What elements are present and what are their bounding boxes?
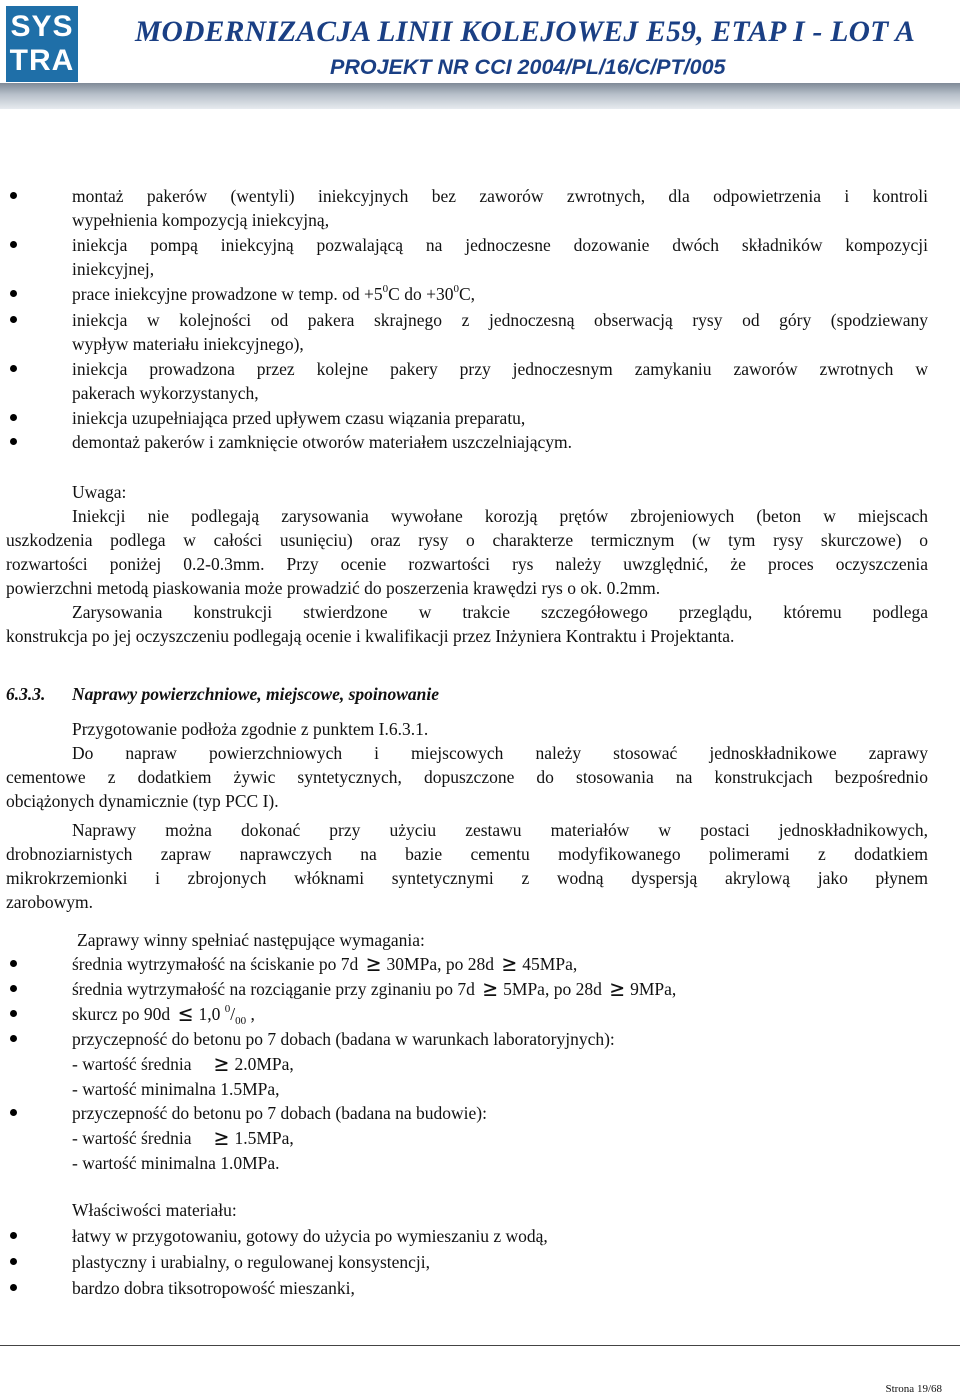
- bullet-icon: [10, 1232, 17, 1239]
- requirement-item: [72, 953, 577, 975]
- geq-icon: ≥: [365, 951, 382, 977]
- property-item: łatwy w przygotowaniu, gotowy do użycia po wymieszaniu z wodą,: [72, 1226, 548, 1246]
- bullet-icon: [10, 414, 17, 421]
- paragraph-line: uszkodzenia podlega w całości usunięciu) oraz rysy o charakterze termicznym (w tym rysy skurczowe) o: [6, 530, 928, 550]
- req-text: 9MPa,: [630, 979, 677, 999]
- paragraph-line: Iniekcji nie podlegają zarysowania wywołane korozją prętów zbrojeniowych (beton w miejscach: [72, 506, 928, 526]
- paragraph-line: Zarysowania konstrukcji stwierdzone w trakcie szczegółowego przeglądu, któremu podlega: [72, 602, 928, 622]
- note-heading: Uwaga:: [72, 482, 127, 502]
- superscript: 0: [382, 283, 389, 295]
- bullet-icon: [10, 365, 17, 372]
- header-subtitle: PROJEKT NR CCI 2004/PL/16/C/PT/005: [330, 55, 726, 79]
- geq-icon: ≥: [482, 976, 499, 1002]
- paragraph-line: rozwartości poniżej 0.2-0.3mm. Przy ocenie rozwartości rys należy uwzględnić, że proces oczyszczenia: [6, 554, 928, 574]
- req-text: /: [230, 1004, 236, 1024]
- bullet-icon: [10, 241, 17, 248]
- bullet-icon: [10, 1010, 17, 1017]
- list-item-text: iniekcja uzupełniająca przed upływem czasu wiązania preparatu,: [72, 408, 526, 428]
- req-text: - wartość średnia: [72, 1054, 192, 1074]
- geq-icon: ≥: [213, 1125, 230, 1151]
- header-divider: [0, 83, 960, 109]
- bullet-icon: [10, 1284, 17, 1291]
- req-text: ,: [246, 1004, 255, 1024]
- properties-heading: Właściwości materiału:: [72, 1200, 237, 1220]
- geq-icon: ≥: [609, 976, 626, 1002]
- paragraph-line: Do napraw powierzchniowych i miejscowych należy stosować jednoskładnikowe zaprawy: [72, 743, 928, 763]
- section-number: 6.3.3.: [6, 684, 46, 704]
- list-item-text: iniekcja prowadzona przez kolejne pakery przy jednoczesnym zamykaniu zaworów zwrotnych w: [72, 359, 928, 379]
- requirement-item: przyczepność do betonu po 7 dobach (badana na budowie):: [72, 1103, 487, 1123]
- property-item: bardzo dobra tiksotropowość mieszanki,: [72, 1278, 355, 1298]
- bullet-icon: [10, 1035, 17, 1042]
- geq-icon: ≥: [501, 951, 518, 977]
- bullet-icon: [10, 316, 17, 323]
- requirement-item: [72, 1003, 255, 1025]
- list-item-text: iniekcyjnej,: [72, 259, 155, 279]
- list-item-text: montaż pakerów (wentyli) iniekcyjnych bez zaworów zwrotnych, dla odpowietrzenia i kontroli: [72, 186, 928, 206]
- paragraph-line: mikrokrzemionki i zbrojonych włóknami syntetycznymi z wodną dyspersją akrylową jako płynem: [6, 868, 928, 888]
- req-text: 1.5MPa,: [234, 1128, 294, 1148]
- req-text: średnia wytrzymałość na rozciąganie przy zginaniu po 7d: [72, 979, 475, 999]
- paragraph-line: powierzchni metodą piaskowania może prowadzić do poszerzenia krawędzi rys o ok. 0.2mm.: [6, 578, 661, 598]
- requirement-item: przyczepność do betonu po 7 dobach (badana w warunkach laboratoryjnych):: [72, 1029, 615, 1049]
- bullet-icon: [10, 438, 17, 445]
- header-title: MODERNIZACJA LINII KOLEJOWEJ E59, ETAP I - LOT A: [135, 16, 916, 48]
- req-text: 30MPa, po 28d: [386, 954, 494, 974]
- req-text: skurcz po 90d: [72, 1004, 171, 1024]
- list-item-text: iniekcja pompą iniekcyjną pozwalającą na jednoczesne dozowanie dwóch składników kompozycji: [72, 235, 928, 255]
- list-item-text: iniekcja w kolejności od pakera skrajnego z jednoczesną obserwacją rysy od góry (spodziewany: [72, 310, 928, 330]
- company-logo: [6, 6, 78, 82]
- req-text: 1,0: [198, 1004, 225, 1024]
- section-title: Naprawy powierzchniowe, miejscowe, spoinowanie: [72, 684, 440, 704]
- paragraph-line: drobnoziarnistych zapraw naprawczych na bazie cementu modyfikowanego polimerami z dodatkiem: [6, 844, 928, 864]
- req-text: - wartość średnia: [72, 1128, 192, 1148]
- bullet-icon: [10, 960, 17, 967]
- req-text: 2.0MPa,: [234, 1054, 294, 1074]
- paragraph-line: konstrukcja po jej oczyszczeniu podlegają ocenie i kwalifikacji przez Inżyniera Kontraktu i Projektanta.: [6, 626, 735, 646]
- paragraph-line: Przygotowanie podłoża zgodnie z punktem I.6.3.1.: [72, 719, 429, 739]
- geq-icon: ≥: [213, 1051, 230, 1077]
- bullet-icon: [10, 985, 17, 992]
- requirement-item: [72, 978, 676, 1000]
- bullet-icon: [10, 290, 17, 297]
- requirement-subitem: - wartość minimalna 1.0MPa.: [72, 1153, 280, 1173]
- superscript: 0: [224, 1003, 231, 1015]
- bullet-icon: [10, 1258, 17, 1265]
- req-text: 5MPa, po 28d: [503, 979, 602, 999]
- paragraph-line: Naprawy można dokonać przy użyciu zestawu materiałów w postaci jednoskładnikowych,: [72, 820, 928, 840]
- requirement-subitem: - wartość minimalna 1.5MPa,: [72, 1079, 280, 1099]
- bullet-icon: [10, 192, 17, 199]
- paragraph-line: zarobowym.: [6, 892, 93, 912]
- req-text: 45MPa,: [522, 954, 578, 974]
- logo-text-top: SYS: [10, 10, 74, 43]
- temp-text-b: C do +30: [388, 284, 454, 304]
- paragraph-line: obciążonych dynamicznie (typ PCC I).: [6, 791, 279, 811]
- list-item-text: wypełnienia kompozycją iniekcyjną,: [72, 210, 330, 230]
- temp-text-c: C,: [458, 284, 476, 304]
- requirements-intro: Zaprawy winny spełniać następujące wymagania:: [77, 930, 425, 950]
- bullet-icon: [10, 1109, 17, 1116]
- list-item-text: wypływ materiału iniekcyjnego),: [72, 334, 304, 354]
- req-text: średnia wytrzymałość na ściskanie po 7d: [72, 954, 359, 974]
- leq-icon: ≤: [177, 1001, 194, 1027]
- requirement-subitem: [72, 1127, 294, 1149]
- property-item: plastyczny i urabialny, o regulowanej konsystencji,: [72, 1252, 431, 1272]
- list-item-text: demontaż pakerów i zamknięcie otworów materiałem uszczelniającym.: [72, 432, 572, 452]
- paragraph-line: cementowe z dodatkiem żywic syntetycznych, dopuszczone do stosowania na konstrukcjach bezpośrednio: [6, 767, 928, 787]
- temp-text-a: prace iniekcyjne prowadzone w temp. od +5: [72, 284, 383, 304]
- subscript: 00: [235, 1015, 247, 1027]
- logo-text-bottom: TRA: [9, 44, 75, 77]
- footer-divider: [0, 1345, 960, 1346]
- page-number: Strona 19/68: [885, 1383, 942, 1395]
- list-item-text: pakerach wykorzystanych,: [72, 383, 259, 403]
- list-item-text: [72, 283, 475, 305]
- requirement-subitem: [72, 1053, 294, 1075]
- superscript: 0: [453, 283, 459, 295]
